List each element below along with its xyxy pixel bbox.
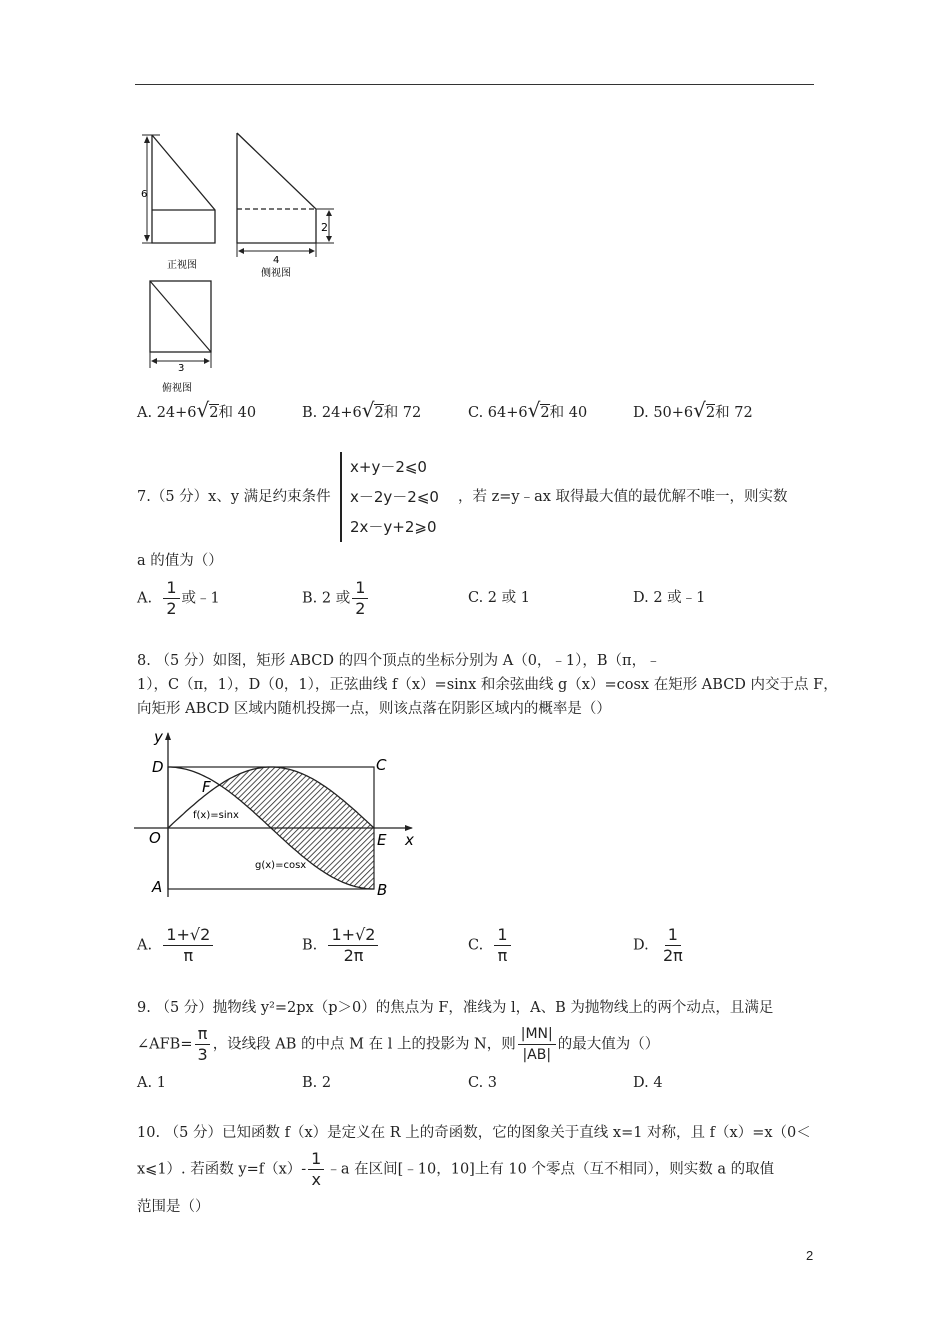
- label-C: C: [376, 756, 387, 774]
- q7-option-b[interactable]: B. 2 或 $\frac{1}{2}$: [302, 578, 370, 619]
- q10-line1: 10. （5 分）已知函数 f（x）是定义在 R 上的奇函数，它的图象关于直线 x=1 对称，且 f（x）=x（0＜: [137, 1125, 811, 1141]
- q8-option-d[interactable]: D. $\frac{1}{2\pi}$: [633, 925, 683, 965]
- q7-line2: a 的值为（）: [137, 553, 223, 569]
- dim-3-label: 3: [178, 363, 185, 374]
- label-F: F: [202, 778, 211, 796]
- label-B: B: [377, 881, 388, 899]
- label-D: D: [152, 758, 164, 776]
- label-O: O: [149, 829, 161, 847]
- q10-line2: x⩽1）. 若函数 y=f（x）- $\frac{1}{x}$ ﹣a 在区间[﹣10，10]上有 10 个零点（互不相同），则实数 a 的取值: [137, 1149, 775, 1189]
- q8-option-a[interactable]: A. $\frac{1+√2}{\pi}$: [137, 925, 215, 966]
- q7-option-d[interactable]: D. 2 或﹣1: [633, 590, 706, 606]
- q9-line1: 9. （5 分）抛物线 y²=2px（p＞0）的焦点为 F，准线为 l，A、B 为抛物线上的两个动点，且满足: [137, 1000, 774, 1016]
- label-A: A: [152, 878, 163, 896]
- q8-option-c[interactable]: C. $\frac{1}{\pi}$: [468, 925, 513, 966]
- q6-option-b[interactable]: B. 24+6√2和 72: [302, 398, 422, 422]
- q8-line1: 8. （5 分）如图，矩形 ABCD 的四个顶点的坐标分别为 A（0，﹣1），B（π，﹣: [137, 653, 661, 669]
- q9-option-a[interactable]: A. 1: [137, 1075, 166, 1091]
- q8-line2: 1），C（π，1），D（0，1），正弦曲线 f（x）=sinx 和余弦曲线 g（x）=cosx 在矩形 ABCD 内交于点 F，: [137, 677, 838, 693]
- label-g: g(x)=cosx: [255, 860, 307, 871]
- side-view: [237, 133, 334, 279]
- q7-lead: 7.（5 分）x、y 满足约束条件: [137, 489, 331, 505]
- label-E: E: [377, 831, 387, 849]
- top-view: [150, 281, 211, 394]
- front-view: [141, 135, 215, 271]
- q7-constraint-3: 2x－y+2⩾0: [350, 518, 437, 536]
- q7-option-c[interactable]: C. 2 或 1: [468, 590, 530, 606]
- three-view-figure: [130, 125, 360, 400]
- top-view-label: 俯视图: [162, 383, 192, 394]
- dim-4-label: 4: [273, 255, 280, 266]
- header-rule: [135, 84, 814, 85]
- q9-option-c[interactable]: C. 3: [468, 1075, 498, 1091]
- dim-2-label: 2: [321, 221, 328, 234]
- q7-constraint-1: x+y－2⩽0: [350, 458, 427, 476]
- q7-option-a[interactable]: A. $\frac{1}{2}$ 或﹣1: [137, 578, 220, 618]
- dim-6-label: 6: [141, 189, 148, 200]
- sin-cos-figure: [130, 725, 430, 905]
- label-x: x: [405, 831, 414, 849]
- q7-constraint-2: x－2y－2⩽0: [350, 488, 439, 506]
- q10-line3: 范围是（）: [137, 1199, 210, 1215]
- page-number: 2: [806, 1248, 814, 1263]
- q6-option-a[interactable]: A. 24+6√2和 40: [137, 398, 257, 422]
- front-view-label: 正视图: [167, 260, 197, 271]
- q6-option-d[interactable]: D. 50+6√2和 72: [633, 398, 753, 422]
- label-y: y: [154, 728, 163, 746]
- q9-option-b[interactable]: B. 2: [302, 1075, 332, 1091]
- q6-option-c[interactable]: C. 64+6√2和 40: [468, 398, 588, 422]
- label-f: f(x)=sinx: [193, 810, 239, 821]
- q7-rest: ，若 z=y﹣ax 取得最大值的最优解不唯一，则实数: [458, 489, 788, 505]
- q7-constraint-system: [340, 452, 439, 542]
- q9-line2: ∠AFB= $\frac{\pi}{3}$ ，设线段 AB 的中点 M 在 l 上的投影为 N，则 $\frac{|MN|}{|AB|}$ 的最大值为（）: [137, 1024, 660, 1064]
- q8-line3: 向矩形 ABCD 区域内随机投掷一点，则该点落在阴影区域内的概率是（）: [137, 701, 611, 717]
- q8-option-b[interactable]: B. $\frac{1+√2}{2\pi}$: [302, 925, 380, 966]
- q9-option-d[interactable]: D. 4: [633, 1075, 663, 1091]
- side-view-label: 侧视图: [261, 268, 291, 279]
